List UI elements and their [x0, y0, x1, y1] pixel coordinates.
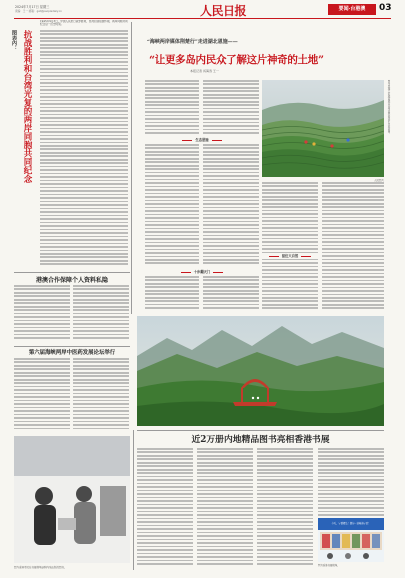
feature-col1-mid: [145, 144, 199, 268]
tea-garden-illustration: [262, 80, 384, 177]
feature-col2-low: [203, 276, 259, 312]
page-number: 03: [379, 3, 392, 13]
left-story2-headline: 第六届海峡两岸中医药发展论坛举行: [28, 350, 116, 356]
expo-rule: [137, 430, 384, 431]
commentary-headline: 抗战胜利和台湾光复的两岸同胞共同纪念: [22, 30, 32, 183]
feature-col4: [322, 182, 384, 312]
feature-col1-top: [145, 80, 199, 136]
editor-line: 责编：王一 邮箱：gat@peopledaily.cn: [15, 10, 62, 13]
left-story-lines-2: [73, 285, 129, 343]
expo-photo-bookfair: [318, 518, 384, 562]
section-heading-1: 生态恩施: [145, 137, 259, 142]
edition-label: 要闻·台港澳: [328, 4, 376, 15]
left-story2-rule: [14, 346, 130, 347]
reading-people-illustration: [14, 436, 130, 563]
expo-photo-banner: 今天，宁德精品！跟你一起畅游宁夏！: [331, 522, 371, 525]
feature-col3: [262, 182, 318, 312]
left-story-headline: 港澳合作保障个人资料私隐: [35, 277, 108, 284]
feature-headline: “让更多岛内民众了解这片神奇的土地”: [149, 54, 324, 66]
feature-col2-top: [203, 80, 259, 136]
feature-photo-caption: 图为恩施土家族苗族自治州宣恩县伍家台贡茶园。: [387, 80, 390, 135]
rail-label: 图表内：: [11, 30, 17, 51]
bottom-left-caption: 图为香港市民在书展现场选购内地出版的图书。: [14, 566, 67, 569]
left-story-lines: [14, 285, 70, 343]
mountain-landscape-illustration: [137, 316, 384, 426]
expo-caption: 图为香港书展现场。: [318, 564, 340, 567]
feature-photo-credit: 人民图片: [374, 179, 385, 182]
paper-logo: 人民日报: [200, 4, 247, 18]
bottom-left-photo: [14, 436, 130, 563]
left-story2-lines: [14, 358, 70, 432]
col-divider-2: [133, 430, 134, 570]
expo-col1: [137, 448, 193, 568]
feature-photo-landscape: [137, 316, 384, 426]
left-story-rule: [14, 272, 130, 273]
feature-kicker: “海峡两岸媒体荆楚行”走进湖北恩施——: [147, 39, 238, 45]
expo-col4: [318, 448, 384, 518]
left-story2-lines-2: [73, 358, 129, 432]
section-heading-3: 留住大自然: [262, 253, 318, 258]
feature-col1-low: [145, 276, 199, 312]
expo-col2: [197, 448, 253, 568]
masthead: [0, 0, 405, 18]
section-heading-2: 十步翻天门: [145, 269, 259, 274]
date-line: 2024年7月17日 星期三: [15, 5, 50, 9]
expo-headline: 近2万册内地精品图书亮相香港书展: [191, 435, 330, 445]
expo-col3: [257, 448, 313, 568]
feature-photo-tea-garden: [262, 80, 384, 177]
feature-byline: 本报记者 汤海涛 王一: [190, 69, 219, 73]
commentary-body: 1945年9月3日，中国人民抗日战争胜利，台湾回到祖国怀抱，两岸同胞共同纪念这一历史时刻。: [40, 20, 128, 27]
masthead-rule: [14, 18, 391, 19]
commentary-body-lines: [40, 30, 128, 270]
col-divider-1: [131, 22, 132, 314]
feature-col2-mid: [203, 144, 259, 268]
